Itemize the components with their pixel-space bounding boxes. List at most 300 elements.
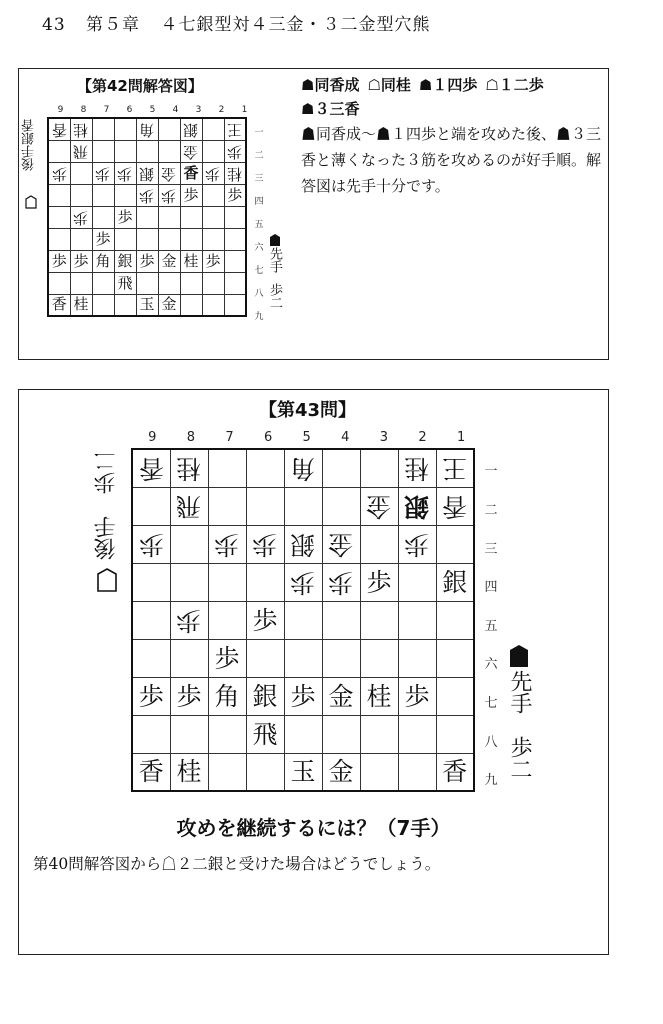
gote-piece: 銀	[290, 529, 316, 559]
sente-piece: 桂	[176, 757, 202, 787]
board-square	[246, 715, 284, 753]
board-square	[284, 563, 322, 601]
sente-hand-pieces: 歩二	[267, 283, 282, 309]
board-square	[322, 639, 360, 677]
rank-number: 七	[254, 265, 264, 276]
board-square	[136, 162, 158, 184]
file-number: 4	[341, 430, 350, 445]
rank-number: 八	[254, 288, 264, 299]
board-square	[360, 449, 398, 487]
board-square	[436, 601, 474, 639]
rank-number: 八	[484, 734, 498, 750]
gote-piece: 香	[442, 491, 468, 521]
board-rank-4	[132, 563, 474, 601]
sente-hand-label: 先手	[507, 670, 532, 714]
board-square	[170, 525, 208, 563]
board-square	[208, 753, 246, 791]
board-square	[136, 118, 158, 140]
board-rank-1	[132, 449, 474, 487]
board-square	[114, 184, 136, 206]
gote-piece: 銀	[139, 164, 155, 183]
board-square	[208, 525, 246, 563]
board-square	[132, 601, 170, 639]
board-square	[70, 162, 92, 184]
sente-piece: 香	[442, 757, 468, 787]
board-square	[284, 753, 322, 791]
gote-piece: 桂	[227, 164, 243, 183]
answer-move: ☗同香成	[301, 76, 360, 94]
problem-note: 第40問解答図から☖２二銀と受けた場合はどうでしょう。	[33, 855, 441, 873]
board-square	[180, 228, 202, 250]
sente-piece: 歩	[183, 185, 199, 204]
rank-number: 九	[484, 773, 498, 789]
board-square	[114, 294, 136, 316]
board-square	[170, 563, 208, 601]
board-square	[180, 118, 202, 140]
gote-piece: 歩	[176, 605, 202, 635]
gote-piece: 歩	[95, 164, 111, 183]
board-square	[92, 140, 114, 162]
board-square	[158, 206, 180, 228]
board-square	[136, 272, 158, 294]
board-square	[114, 118, 136, 140]
board-square	[202, 162, 224, 184]
rank-numbers-43	[481, 448, 501, 796]
board-square	[70, 118, 92, 140]
sente-mark-icon	[269, 233, 281, 247]
gote-piece: 角	[139, 120, 155, 139]
board-square	[246, 753, 284, 791]
board-square	[158, 228, 180, 250]
board-square	[48, 206, 70, 228]
board-square	[170, 487, 208, 525]
board-square	[436, 715, 474, 753]
sente-piece: 歩	[95, 229, 111, 248]
answer-moves	[301, 73, 601, 121]
sente-piece: 歩	[227, 185, 243, 204]
sente-hand-43	[507, 670, 531, 780]
file-numbers-42	[47, 105, 254, 117]
board-square	[202, 294, 224, 316]
chapter-label: 第５章	[86, 15, 141, 35]
board-square	[170, 715, 208, 753]
board-square	[208, 487, 246, 525]
board-square	[70, 228, 92, 250]
sente-piece: 香	[138, 757, 164, 787]
gote-piece: 香	[51, 120, 67, 139]
board-square	[224, 250, 246, 272]
board-square	[246, 601, 284, 639]
rank-number: 二	[254, 150, 264, 161]
board-square	[92, 162, 114, 184]
sente-piece: 歩	[404, 681, 430, 711]
board-square	[322, 525, 360, 563]
board-square	[132, 753, 170, 791]
board-square	[70, 294, 92, 316]
file-number: 9	[148, 430, 157, 445]
board-square	[132, 487, 170, 525]
board-square	[70, 140, 92, 162]
board-square	[224, 206, 246, 228]
board-square	[208, 601, 246, 639]
sente-hand-pieces: 歩二	[507, 736, 532, 780]
shogi-board-42	[47, 117, 247, 317]
sente-piece: 桂	[73, 295, 89, 314]
file-number: 5	[149, 105, 156, 115]
rank-number: 三	[484, 541, 498, 557]
board-square	[360, 487, 398, 525]
board-square	[170, 639, 208, 677]
board-square	[180, 184, 202, 206]
board-square	[398, 525, 436, 563]
board-square	[360, 563, 398, 601]
board-square	[398, 487, 436, 525]
board-square	[92, 184, 114, 206]
board-square	[398, 677, 436, 715]
sente-piece: 歩	[205, 251, 221, 270]
sente-piece: 香	[51, 295, 67, 314]
gote-piece: 歩	[117, 164, 133, 183]
rank-number: 六	[484, 657, 498, 673]
board-square	[224, 162, 246, 184]
board-square	[70, 184, 92, 206]
gote-piece: 歩	[290, 567, 316, 597]
board-square	[158, 272, 180, 294]
file-number: 8	[186, 430, 196, 445]
board-square	[284, 487, 322, 525]
gote-piece: 歩	[73, 208, 89, 227]
rank-number: 五	[254, 219, 264, 230]
answer-explanation	[301, 73, 601, 199]
question-text: 攻めを継続するには？（7手）	[176, 816, 451, 840]
board-square	[170, 753, 208, 791]
board-square	[322, 677, 360, 715]
board-square	[158, 294, 180, 316]
board-rank-6	[132, 639, 474, 677]
problem-panel-43	[18, 389, 609, 955]
sente-piece: 歩	[117, 207, 133, 226]
sente-piece: 金	[328, 757, 354, 787]
gote-piece: 角	[290, 453, 316, 483]
rank-number: 一	[484, 464, 498, 480]
board-square	[398, 601, 436, 639]
rank-number: 五	[484, 618, 498, 634]
rank-number: 四	[484, 580, 498, 596]
sente-piece: 桂	[183, 251, 199, 270]
board-square	[92, 250, 114, 272]
board-rank-8	[48, 272, 246, 294]
sente-piece: 金	[161, 251, 177, 270]
board-square	[284, 639, 322, 677]
gote-piece: 歩	[227, 142, 243, 161]
board-rank-4	[48, 184, 246, 206]
gote-piece: 歩	[138, 529, 164, 559]
board-square	[246, 449, 284, 487]
gote-piece: 王	[227, 120, 243, 139]
board-square	[180, 206, 202, 228]
sente-piece: 銀	[442, 567, 468, 597]
board-square	[202, 184, 224, 206]
board-square	[136, 228, 158, 250]
board-square	[92, 206, 114, 228]
sente-piece: 歩	[73, 251, 89, 270]
board-square	[48, 250, 70, 272]
board-square	[224, 294, 246, 316]
board-square	[158, 118, 180, 140]
answer-panel-42	[18, 68, 609, 360]
gote-piece: 香	[138, 453, 164, 483]
board-rank-8	[132, 715, 474, 753]
board-square	[284, 715, 322, 753]
sente-piece: 香	[183, 163, 199, 182]
board-square	[70, 250, 92, 272]
board-square	[180, 294, 202, 316]
board-square	[132, 715, 170, 753]
rank-numbers-42	[253, 120, 265, 327]
board-square	[202, 250, 224, 272]
gote-piece: 歩	[328, 567, 354, 597]
board-square	[132, 563, 170, 601]
file-number: 6	[263, 430, 273, 445]
rank-number: 九	[254, 311, 264, 322]
answer-move: ☗１四歩	[418, 76, 478, 94]
board-rank-2	[132, 487, 474, 525]
board-square	[48, 118, 70, 140]
board-rank-5	[132, 601, 474, 639]
board-square	[170, 449, 208, 487]
sente-mark-icon	[509, 644, 529, 668]
board-square	[136, 294, 158, 316]
sente-piece: 玉	[290, 757, 316, 787]
board-square	[48, 184, 70, 206]
board-square	[208, 639, 246, 677]
file-number: 7	[103, 105, 110, 115]
board-square	[322, 601, 360, 639]
board-square	[132, 639, 170, 677]
sente-piece: 歩	[252, 605, 278, 635]
board-square	[398, 753, 436, 791]
board-rank-3	[48, 162, 246, 184]
gote-piece: 歩	[214, 529, 240, 559]
sente-piece: 飛	[252, 719, 278, 749]
board-square	[322, 753, 360, 791]
board-square	[158, 184, 180, 206]
board-square	[246, 677, 284, 715]
board-square	[398, 715, 436, 753]
file-number: 3	[195, 105, 202, 115]
file-number: 2	[418, 430, 427, 445]
board-rank-9	[132, 753, 474, 791]
board-square	[202, 206, 224, 228]
rank-number: 七	[484, 695, 498, 711]
board-square	[208, 677, 246, 715]
gote-piece: 銀	[404, 491, 430, 521]
gote-piece: 歩	[161, 186, 177, 205]
answer-move: ☖同桂	[367, 76, 411, 94]
gote-piece: 桂	[404, 453, 430, 483]
board-square	[398, 563, 436, 601]
board-rank-7	[48, 250, 246, 272]
board-square	[170, 601, 208, 639]
board-square	[136, 250, 158, 272]
board-square	[224, 118, 246, 140]
board-title-43: 【第43問】	[259, 400, 357, 421]
board-square	[284, 525, 322, 563]
file-numbers-43	[131, 430, 479, 446]
sente-piece: 銀	[117, 251, 133, 270]
gote-mark-icon	[25, 195, 37, 209]
rank-number: 一	[254, 127, 264, 138]
board-square	[436, 639, 474, 677]
board-square	[360, 715, 398, 753]
file-number: 5	[302, 430, 311, 445]
sente-piece: 飛	[117, 273, 133, 292]
sente-piece: 玉	[139, 295, 155, 314]
board-square	[132, 677, 170, 715]
gote-piece: 歩	[139, 186, 155, 205]
gote-hand-label: 後手	[94, 516, 119, 560]
sente-piece: 歩	[51, 251, 67, 270]
board-square	[360, 525, 398, 563]
board-rank-9	[48, 294, 246, 316]
sente-piece: 歩	[176, 681, 202, 711]
board-square	[398, 639, 436, 677]
file-number: 7	[225, 430, 234, 445]
board-square	[224, 228, 246, 250]
sente-piece: 桂	[366, 681, 392, 711]
board-square	[114, 250, 136, 272]
board-square	[436, 449, 474, 487]
gote-hand-label: 後手	[22, 145, 37, 171]
file-number: 1	[241, 105, 248, 115]
page-number: 43	[42, 15, 66, 35]
board-square	[92, 272, 114, 294]
board-square	[360, 601, 398, 639]
board-square	[322, 487, 360, 525]
board-square	[48, 294, 70, 316]
shogi-board-43	[131, 448, 475, 792]
board-square	[170, 677, 208, 715]
board-square	[48, 162, 70, 184]
board-square	[114, 206, 136, 228]
sente-piece: 歩	[366, 567, 392, 597]
board-square	[136, 140, 158, 162]
board-square	[284, 677, 322, 715]
board-square	[322, 449, 360, 487]
board-square	[202, 272, 224, 294]
board-square	[180, 250, 202, 272]
board-square	[224, 140, 246, 162]
board-square	[436, 753, 474, 791]
board-square	[246, 563, 284, 601]
gote-hand-42	[23, 119, 37, 171]
board-square	[202, 228, 224, 250]
running-header	[42, 10, 444, 35]
board-square	[436, 563, 474, 601]
board-square	[48, 140, 70, 162]
file-number: 6	[126, 105, 133, 115]
board-square	[136, 206, 158, 228]
board-square	[246, 639, 284, 677]
sente-piece: 歩	[290, 681, 316, 711]
gote-piece: 歩	[205, 164, 221, 183]
gote-hand-pieces: 歩二	[94, 450, 119, 494]
gote-piece: 飛	[176, 491, 202, 521]
gote-hand-43	[95, 450, 119, 560]
board-square	[246, 487, 284, 525]
board-square	[436, 525, 474, 563]
board-rank-5	[48, 206, 246, 228]
board-square	[436, 487, 474, 525]
sente-piece: 角	[95, 251, 111, 270]
board-square	[360, 753, 398, 791]
board-square	[132, 449, 170, 487]
sente-piece: 金	[328, 681, 354, 711]
board-square	[114, 162, 136, 184]
board-square	[92, 228, 114, 250]
rank-number: 六	[254, 242, 264, 253]
board-rank-6	[48, 228, 246, 250]
board-square	[48, 228, 70, 250]
file-number: 4	[172, 105, 179, 115]
sente-piece: 角	[214, 681, 240, 711]
gote-piece: 金	[161, 164, 177, 183]
board-square	[92, 118, 114, 140]
board-square	[132, 525, 170, 563]
gote-piece: 金	[183, 142, 199, 161]
board-square	[322, 563, 360, 601]
gote-piece: 歩	[404, 529, 430, 559]
sente-piece: 歩	[139, 251, 155, 270]
board-rank-2	[48, 140, 246, 162]
board-square	[284, 449, 322, 487]
board-square	[114, 140, 136, 162]
board-square	[224, 272, 246, 294]
file-number: 3	[379, 430, 389, 445]
board-square	[158, 250, 180, 272]
sente-piece: 歩	[214, 643, 240, 673]
chapter-title: ４七銀型対４三金・３二金型穴熊	[160, 15, 431, 35]
board-square	[246, 525, 284, 563]
answer-move: ☖１二歩	[485, 76, 544, 94]
board-square	[208, 449, 246, 487]
board-square	[180, 272, 202, 294]
gote-piece: 王	[442, 453, 468, 483]
board-square	[436, 677, 474, 715]
board-square	[70, 206, 92, 228]
file-number: 2	[218, 105, 225, 115]
file-number: 9	[57, 105, 64, 115]
board-square	[360, 639, 398, 677]
sente-piece: 歩	[138, 681, 164, 711]
gote-piece: 飛	[73, 142, 89, 161]
board-square	[92, 294, 114, 316]
sente-piece: 銀	[252, 681, 278, 711]
board-square	[180, 140, 202, 162]
board-square	[158, 140, 180, 162]
file-number: 8	[80, 105, 87, 115]
board-square	[180, 162, 202, 184]
board-title-42: 【第42問解答図】	[77, 77, 203, 95]
board-square	[48, 272, 70, 294]
board-square	[208, 563, 246, 601]
board-rank-3	[132, 525, 474, 563]
rank-number: 三	[254, 173, 264, 184]
board-square	[322, 715, 360, 753]
gote-piece: 桂	[176, 453, 202, 483]
sente-hand-label: 先手	[267, 247, 282, 273]
board-square	[202, 140, 224, 162]
